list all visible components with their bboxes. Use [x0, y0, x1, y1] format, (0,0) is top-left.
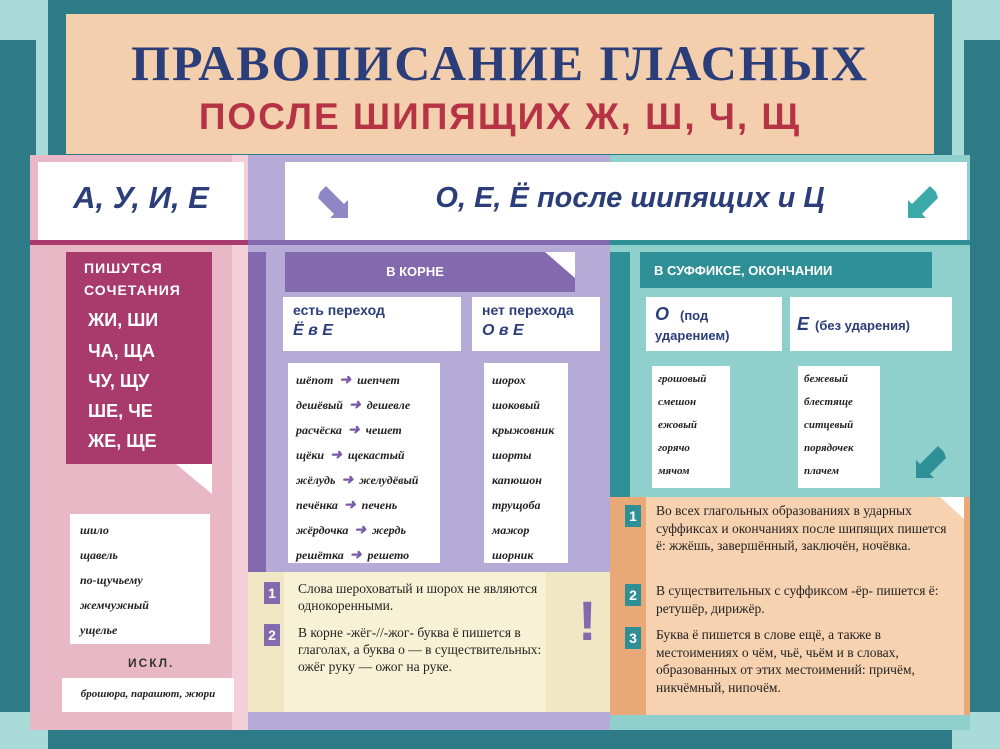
word-e: шёпот [296, 373, 334, 387]
rule-text: Слова шероховатый и шорох не являются однокоренными. [298, 581, 538, 613]
word-e: дешёвый [296, 398, 343, 412]
arrow-down-left-icon [904, 186, 938, 220]
combo-item: ЧА, ЩА [88, 341, 155, 361]
suffix-word: блестяще [804, 396, 853, 408]
word-e: решето [367, 548, 410, 562]
no-change-list [484, 363, 568, 563]
word-e: дешевле [366, 398, 411, 412]
arrow-right-icon: ➜ [330, 448, 342, 463]
word-pair [296, 468, 432, 493]
exception-word: шило [80, 523, 109, 537]
exceptions-label: ИСКЛ. [128, 656, 175, 670]
right-heading: О, Е, Ё после шипящих и Ц [435, 182, 825, 214]
word-pair [296, 418, 432, 443]
word-e: жёлудь [296, 473, 336, 487]
suffix-word: мячом [658, 465, 690, 477]
word-pair [296, 518, 432, 543]
corner-decoration [964, 0, 1000, 40]
word-o: шорник [492, 548, 534, 562]
arrow-down-right-icon [318, 186, 352, 220]
word-e: чешет [365, 423, 402, 437]
rule-number: 2 [264, 624, 280, 646]
exception-word: жемчужный [80, 598, 149, 612]
arrow-right-icon: ➜ [348, 398, 361, 413]
word-o: шорох [492, 373, 526, 387]
with-change-letters: Ё в Е [293, 322, 333, 339]
exclamation-mark: ! [578, 589, 597, 652]
arrow-right-icon: ➜ [339, 373, 352, 388]
suffix-word: грошовый [658, 373, 707, 385]
written-label: СОЧЕТАНИЯ [84, 282, 181, 298]
arrow-right-icon: ➜ [347, 423, 360, 438]
written-label: ПИШУТСЯ [84, 260, 163, 276]
word-e: щёки [296, 448, 325, 462]
suffix-title: В СУФФИКСЕ, ОКОНЧАНИИ [654, 263, 833, 278]
word-e: решётка [296, 548, 344, 562]
page-title: ПРАВОПИСАНИЕ ГЛАСНЫХ [131, 35, 869, 91]
rule-text: В существительных с суффиксом -ёр- пишется ё: ретушёр, дирижёр. [656, 583, 939, 616]
root-title: В КОРНЕ [386, 264, 444, 279]
stressed-letter: О [655, 304, 670, 324]
arrow-right-icon: ➜ [343, 498, 356, 513]
word-o: крыжовник [492, 423, 555, 437]
exception-word: ущелье [80, 623, 118, 637]
stressed-list [652, 366, 730, 488]
combo-item: ЖИ, ШИ [88, 310, 159, 330]
word-pair [296, 393, 432, 418]
rule-number: 3 [625, 627, 641, 649]
word-e: шепчет [357, 373, 400, 387]
fold-corner [176, 464, 212, 494]
word-e: щекастый [347, 448, 405, 462]
with-change-label: есть переход [293, 302, 385, 318]
word-pair [296, 543, 432, 568]
rule-text: Буква ё пишется в слове ещё, а также в местоимениях о чём, чьё, чьём и в словах, образованных от этих местоимений: причём, никчёмный, нипочём. [656, 627, 915, 695]
exceptions-card [70, 514, 210, 644]
suffix-word: порядочек [804, 442, 854, 454]
suffix-word: плачем [804, 465, 840, 477]
arrow-right-icon: ➜ [354, 523, 367, 538]
heading-bar-accent [30, 240, 248, 245]
combo-item: ЧУ, ЩУ [88, 371, 150, 391]
exception-word: по-щучьему [80, 573, 143, 587]
heading-bar-accent [610, 240, 970, 245]
word-e: жёрдочка [296, 523, 349, 537]
word-o: шорты [492, 448, 532, 462]
suffix-word: бежевый [804, 373, 848, 385]
word-pair [296, 368, 432, 393]
heading-bar-accent [248, 240, 610, 245]
suffix-column-bar [610, 252, 630, 497]
with-change-list [288, 363, 440, 563]
arrow-right-icon: ➜ [349, 548, 362, 563]
rule-number: 1 [625, 505, 641, 527]
exception-word: щавель [80, 548, 118, 562]
unstressed-letter: Е [797, 314, 810, 334]
rule-number: 2 [625, 584, 641, 606]
word-e: желудёвый [359, 473, 419, 487]
word-e: жердь [372, 523, 406, 537]
left-heading: А, У, И, Е [73, 180, 209, 215]
corner-decoration [0, 0, 36, 40]
fold-corner [545, 252, 575, 278]
word-e: расчёска [296, 423, 342, 437]
suffix-word: ситцевый [804, 419, 854, 431]
combo-item: ЖЕ, ЩЕ [88, 431, 157, 451]
suffix-word: ежовый [658, 419, 697, 431]
word-pair [296, 493, 432, 518]
exceptions-footer: брошюра, парашют, жюри [80, 688, 216, 700]
no-change-label: нет перехода [482, 302, 574, 318]
stressed-note: ударением) [655, 328, 730, 343]
arrow-down-left-icon [912, 446, 946, 480]
word-e: печёнка [296, 498, 338, 512]
rule-text: В корне -жёг-//-жог- буква ё пишется в глаголах, а буква о — в существительных: ожёг руку — ожог на руке. [298, 625, 542, 674]
rule-number: 1 [264, 582, 280, 604]
no-change-letters: О в Е [482, 322, 524, 339]
page-subtitle: ПОСЛЕ ШИПЯЩИХ Ж, Ш, Ч, Щ [198, 96, 802, 137]
word-o: шоковый [492, 398, 540, 412]
stressed-note: (под [680, 308, 709, 323]
unstressed-list [798, 366, 880, 488]
word-pair [296, 443, 432, 468]
arrow-right-icon: ➜ [341, 473, 354, 488]
suffix-word: горячо [658, 442, 690, 454]
root-column-bar [248, 252, 266, 572]
rule-text: Во всех глагольных образованиях в ударных суффиксах и окончаниях после шипящих пишется ё: жжёшь, завершённый, заключён, ночёвка. [656, 503, 947, 553]
suffix-word: смешон [658, 396, 697, 408]
word-o: мажор [492, 523, 530, 537]
word-o: трущоба [492, 498, 541, 512]
word-e: печень [361, 498, 398, 512]
unstressed-note: (без ударения) [815, 318, 910, 333]
word-o: капюшон [492, 473, 542, 487]
combo-item: ШЕ, ЧЕ [88, 401, 153, 421]
